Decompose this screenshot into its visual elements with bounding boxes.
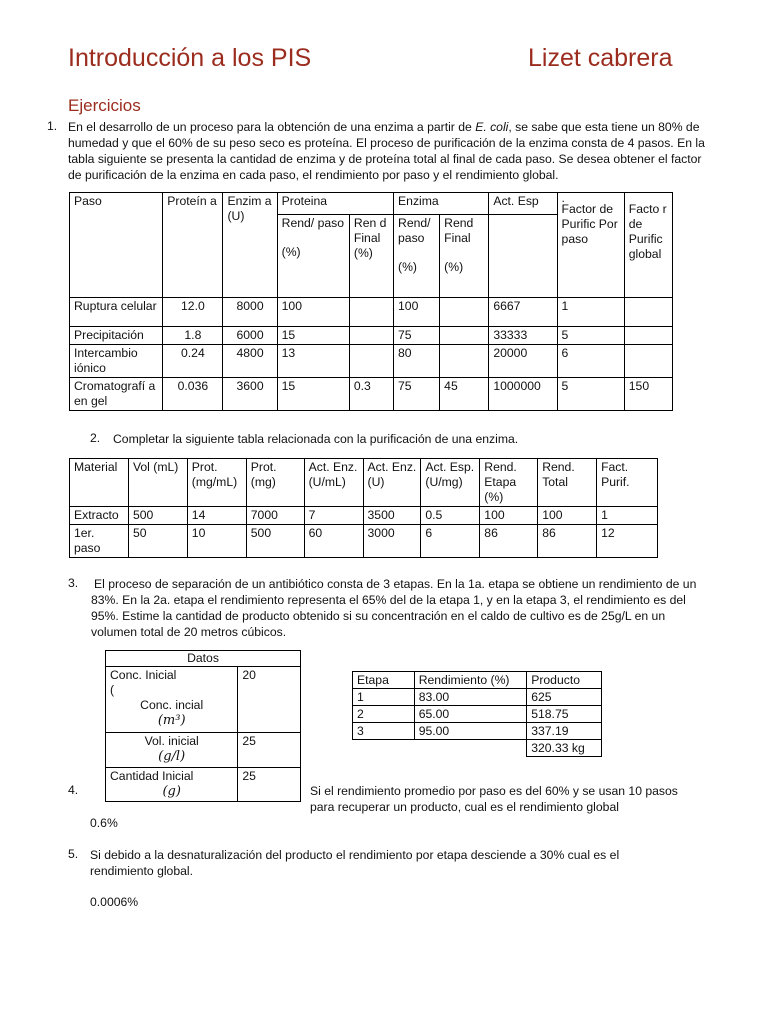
cell: 100 [394,298,440,327]
cell: 95.00 [414,723,527,740]
ex4-answer: 0.6% [90,816,118,830]
ex5-text: Si debido a la desnaturalización del producto el rendimiento por etapa desciende a 30% cual es el rendimiento global. [90,848,620,878]
th-pct: (%) [398,260,417,274]
cell: 15 [277,378,349,411]
vol-unit: (g/l) [158,749,186,764]
cell: Ruptura celular [70,298,163,327]
cell: 1 [597,507,658,525]
table-row [70,327,673,345]
cell: 5 [557,327,624,345]
header-cell: Rend. Total [538,459,597,507]
cell: 7000 [246,507,304,525]
th-enzima-u: Enzim a (U) [223,193,277,298]
header-cell: Rend. Etapa (%) [480,459,538,507]
cell: 500 [246,525,304,558]
cell: 75 [394,327,440,345]
cell: 518.75 [527,706,602,723]
cell: 7 [304,507,363,525]
cell: 86 [538,525,597,558]
header-cell: Prot. (mg/mL) [187,459,246,507]
cell: 6000 [223,327,277,345]
datos-vol-label [106,733,238,768]
datos-vol-value: 25 [238,733,301,768]
cell: 100 [277,298,349,327]
datos-table [105,650,301,802]
th-prot-rend-paso [277,215,349,298]
ex4-text: Si el rendimiento promedio por paso es del 60% y se usan 10 pasos para recuperar un producto, cual es el rendimiento global [310,784,678,814]
th-paso: Paso [70,193,163,298]
datos-conc-label [106,667,238,733]
cell: 6 [557,345,624,378]
purification-table [69,192,673,411]
enzyme-purification-table [69,458,658,558]
ex5-answer: 0.0006% [90,895,139,909]
th-factor-paso [557,193,624,298]
th-enz-rend-paso-label: Rend/ paso [398,216,431,245]
blank-cell [353,740,415,757]
cell [624,345,672,378]
cell: Precipitación [70,327,163,345]
cell: 8000 [223,298,277,327]
blank-cell [414,740,527,757]
cell: 0.5 [421,507,480,525]
cell: Intercambio iónico [70,345,163,378]
cell: 1er. paso [70,525,129,558]
table-row [353,689,602,706]
cell: 83.00 [414,689,527,706]
th-pct: (%) [281,245,301,259]
th-pct: (%) [444,260,464,274]
cell: 10 [187,525,246,558]
cell [624,327,672,345]
cell [349,298,393,327]
table-row [70,298,673,327]
table-row [70,507,658,525]
cell: 3 [353,723,415,740]
ex5-number: 5. [68,847,79,861]
cell: 3000 [363,525,421,558]
datos-cant-value: 25 [238,768,301,802]
conc-label-line2: ( [110,683,115,697]
cell: 1.8 [163,327,223,345]
cell: 5 [557,378,624,411]
ex1-species: E. coli [475,120,509,134]
cell: 2 [353,706,415,723]
table-header-row [70,459,658,507]
cell: 86 [480,525,538,558]
cell: 150 [624,378,672,411]
th-prot-rend-paso-label: Rend/ paso [281,216,344,230]
cell [440,298,489,327]
cell [349,345,393,378]
cell: 6 [421,525,480,558]
cell: 4800 [223,345,277,378]
cell: 0.24 [163,345,223,378]
cell: 0.036 [163,378,223,411]
cell: 60 [304,525,363,558]
th-prot-rend-final [349,215,393,298]
cell [624,298,672,327]
table-row [70,378,673,411]
header-cell: Producto [527,672,602,689]
cell: 20000 [489,345,557,378]
header-cell: Act. Enz. (U/mL) [304,459,363,507]
vol-label: Vol. inicial [144,734,199,748]
cell: 500 [128,507,187,525]
table-row [353,740,602,757]
header-cell: Fact. Purif. [597,459,658,507]
cell: 3600 [223,378,277,411]
ex1-number: 1. [47,119,58,133]
cell: 0.3 [349,378,393,411]
cell: 12.0 [163,298,223,327]
cell: 33333 [489,327,557,345]
ex4-number: 4. [68,783,79,797]
cell: 50 [128,525,187,558]
conc-unit: (m³) [157,713,186,728]
cell: 45 [440,378,489,411]
ex1-text-b: , se sabe que esta tiene un 80% de humedad y que el 60% de su peso seco es proteína. El proceso de purificación de la enzima consta de 4 pasos. En la tabla siguiente se presenta la cantidad de enzima y de proteína total al final de cada paso. Se desea obtener el factor de purificación de la enzima en cada paso, el rendimiento por paso y el rendimiento global. [68,120,705,182]
cell: 6667 [489,298,557,327]
cell: 100 [480,507,538,525]
ex1-text [68,119,708,183]
datos-cant-label [106,768,238,802]
header-cell: Act. Esp. (U/mg) [421,459,480,507]
ex1-text-a: En el desarrollo de un proceso para la obtención de una enzima a partir de [68,120,476,134]
cell: 100 [538,507,597,525]
th-enz-rend-final-label: Rend Final [444,216,474,245]
th-dot: . [561,191,565,205]
cell: 337.19 [527,723,602,740]
header-cell: Rendimiento (%) [414,672,527,689]
table-row [70,525,658,558]
cell: 1000000 [489,378,557,411]
th-factor-paso-label: Factor de Purific Por paso [561,202,618,246]
header-cell: Material [70,459,129,507]
table-row [70,345,673,378]
datos-title: Datos [106,651,301,667]
ex3-text: El proceso de separación de un antibiótico consta de 3 etapas. En la 1a. etapa se obtiene un rendimiento de un 83%. En la 2a. etapa el rendimiento representa el 65% del de la etapa 1, y en la etapa 3, el rendimiento es del 95%. Estime la cantidad de producto obtenido si su concentración en el caldo de cultivo es de 25g/L en un volumen total de 20 metros cúbicos. [91,577,697,639]
th-group-proteina: Proteina [277,193,393,215]
cell: 14 [187,507,246,525]
cant-unit: (g) [162,784,181,799]
th-factor-global-label: Facto r de Purific global [628,202,667,261]
th-proteina: Proteín a [163,193,223,298]
cell: 75 [394,378,440,411]
table-header-row [353,672,602,689]
cell: 1 [557,298,624,327]
header-cell: Vol (mL) [128,459,187,507]
header-cell: Etapa [353,672,415,689]
author-name: Lizet cabrera [528,44,673,72]
th-factor-global [624,193,672,298]
cell [440,327,489,345]
header-cell: Prot. (mg) [246,459,304,507]
conc-label-line1: Conc. Inicial [110,668,177,682]
th-pct: (%) [353,246,373,260]
th-group-enzima: Enzima [394,193,489,215]
header-cell: Act. Enz. (U) [363,459,421,507]
cell: 12 [597,525,658,558]
th-enz-rend-final [440,215,489,298]
cell: 3500 [363,507,421,525]
cell: 13 [277,345,349,378]
cell: 15 [277,327,349,345]
ex2-text: Completar la siguiente tabla relacionada con la purificación de una enzima. [113,432,519,446]
cell [440,345,489,378]
cell: 65.00 [414,706,527,723]
th-enz-rend-paso [394,215,440,298]
etapas-table [352,671,602,757]
th-act-esp: Act. Esp [489,193,557,215]
total-cell: 320.33 kg [527,740,602,757]
cell [349,327,393,345]
ex3-number: 3. [68,576,79,590]
th-act-esp-blank [489,215,557,298]
cell: Extracto [70,507,129,525]
cant-label: Cantidad Inicial [110,769,194,783]
conc-label-line3: Conc. incial [140,698,204,712]
cell: 1 [353,689,415,706]
table-row [353,706,602,723]
th-prot-rend-final-label: Ren d Final [353,216,387,245]
cell: 625 [527,689,602,706]
cell: 80 [394,345,440,378]
ex2-number: 2. [90,431,101,445]
cell: Cromatografí a en gel [70,378,163,411]
table-row [353,723,602,740]
section-heading: Ejercicios [68,96,141,115]
document-title: Introducción a los PIS [68,44,312,72]
datos-conc-value: 20 [238,667,301,733]
